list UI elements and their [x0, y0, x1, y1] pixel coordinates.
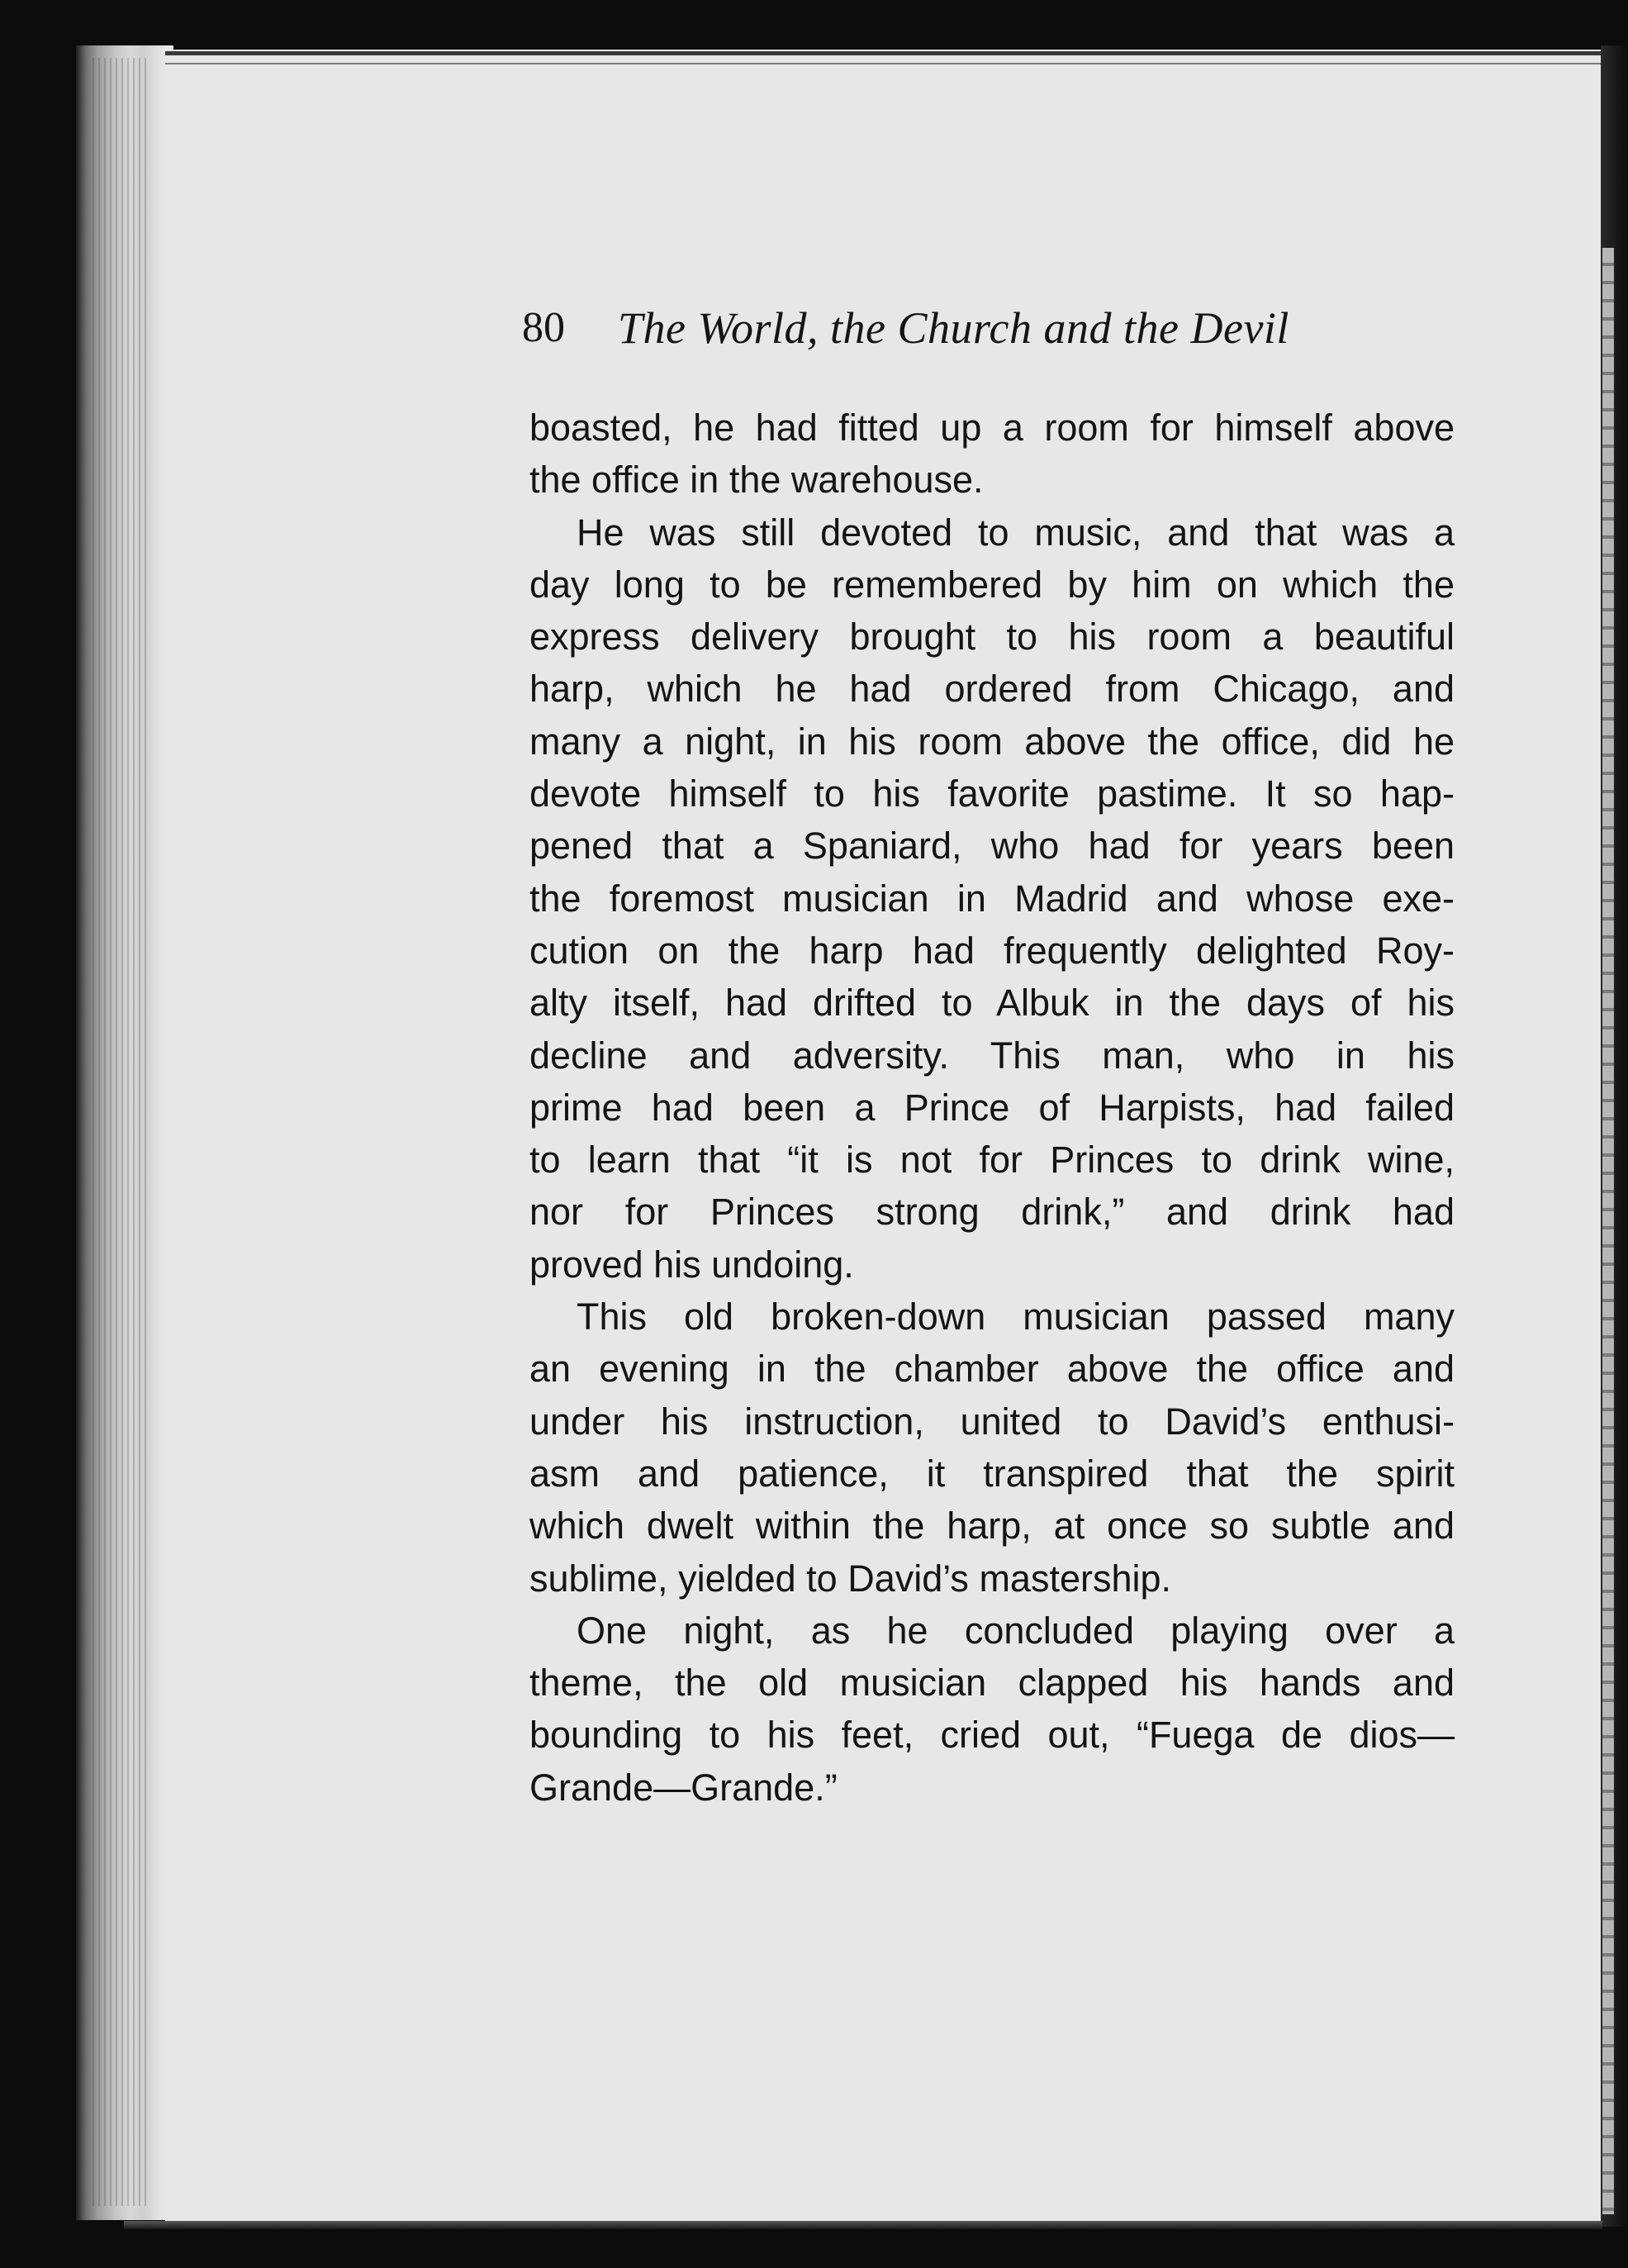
text-line: to learn that “it is not for Princes to drink wine, — [529, 1139, 1455, 1182]
text-line: which dwelt within the harp, at once so subtle and — [529, 1505, 1455, 1548]
text-line: devote himself to his favorite pastime. It so hap- — [529, 773, 1455, 815]
text-line: express delivery brought to his room a beautiful — [529, 616, 1455, 659]
top-page-edge-line — [165, 63, 1602, 64]
text-line: proved his undoing. — [529, 1243, 854, 1286]
text-line: cution on the harp had frequently delighted Roy- — [529, 929, 1455, 972]
right-page-stack — [1602, 248, 1614, 2214]
body-text — [529, 402, 1455, 1814]
running-head — [522, 299, 1431, 357]
text-line: the office in the warehouse. — [529, 459, 984, 502]
page-number: 80 — [522, 304, 565, 351]
text-line: nor for Princes strong drink,” and drink had — [529, 1191, 1455, 1234]
text-line: the foremost musician in Madrid and whose exe- — [529, 877, 1455, 920]
text-line: decline and adversity. This man, who in his — [529, 1034, 1455, 1077]
text-line: Grande—Grande.” — [529, 1766, 838, 1809]
page-stack-edge — [93, 58, 150, 2206]
top-page-edge — [165, 51, 1602, 55]
text-line: many a night, in his room above the office, did he — [529, 720, 1455, 763]
bottom-page-edge — [124, 2221, 1602, 2229]
text-line: theme, the old musician clapped his hands and — [529, 1662, 1455, 1705]
text-line: He was still devoted to music, and that was a — [577, 511, 1455, 554]
text-line: bounding to his feet, cried out, “Fuega de dios— — [529, 1714, 1455, 1757]
text-line: under his instruction, united to David’s enthusi- — [529, 1400, 1455, 1443]
text-line: alty itself, had drifted to Albuk in the days of his — [529, 982, 1455, 1025]
text-line: an evening in the chamber above the office and — [529, 1348, 1455, 1391]
text-line: sublime, yielded to David’s mastership. — [529, 1557, 1172, 1600]
text-line: This old broken-down musician passed many — [577, 1296, 1455, 1338]
text-line: prime had been a Prince of Harpists, had failed — [529, 1086, 1455, 1129]
text-line: asm and patience, it transpired that the spirit — [529, 1452, 1455, 1495]
text-line: boasted, he had fitted up a room for himself above — [529, 407, 1455, 449]
text-line: pened that a Spaniard, who had for years been — [529, 825, 1455, 868]
text-line: One night, as he concluded playing over a — [577, 1609, 1455, 1652]
text-line: day long to be remembered by him on which the — [529, 563, 1455, 606]
text-line: harp, which he had ordered from Chicago, and — [529, 668, 1455, 711]
book-title: The World, the Church and the Devil — [618, 303, 1289, 353]
